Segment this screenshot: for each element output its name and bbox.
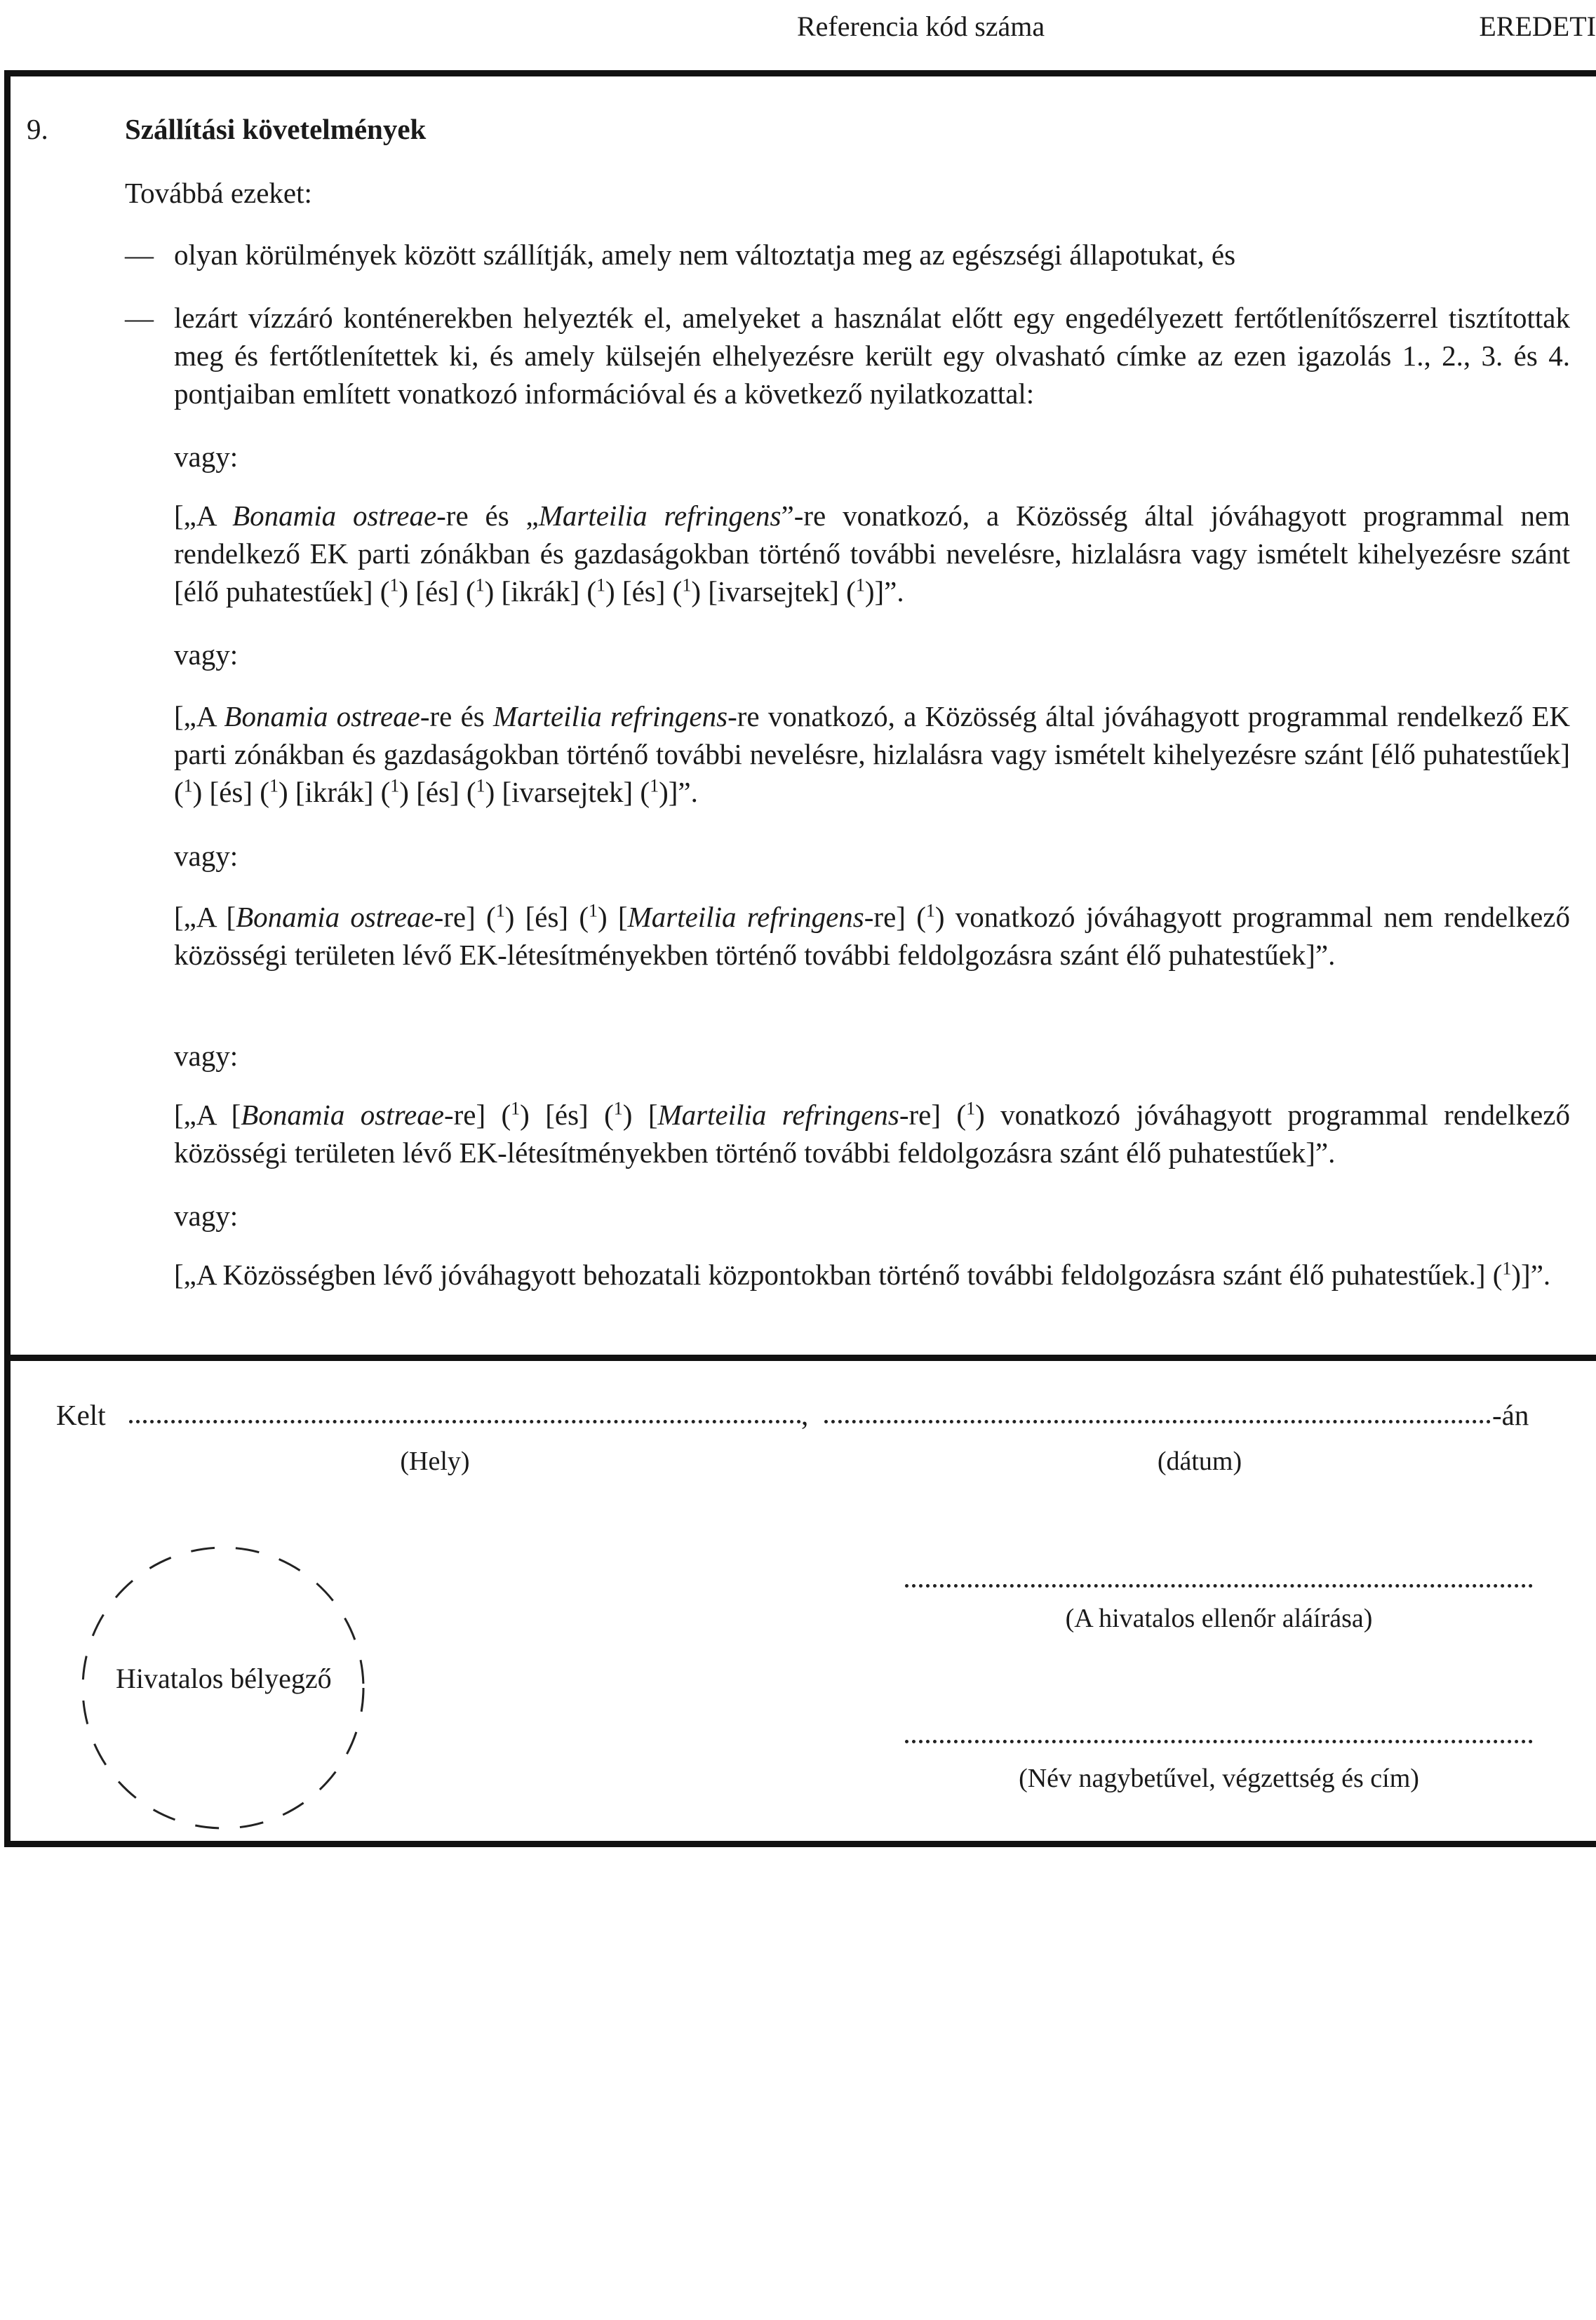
section-intro: Továbbá ezeket: [125,177,312,209]
dash-bullet: — [125,239,154,271]
section-number: 9. [27,113,48,145]
name-qualification-line[interactable] [905,1740,1533,1743]
dash-bullet: — [125,302,154,334]
section-title: Szállítási követelmények [125,113,427,145]
date-suffix: -án [1492,1399,1529,1431]
place-caption: (Hely) [400,1447,470,1476]
inspector-signature-line[interactable] [905,1584,1533,1588]
name-qualification-caption: (Név nagybetűvel, végzettség és cím) [1019,1764,1419,1793]
declaration-option-4: [„A [Bonamia ostreae-re] ($^1$) [és] ($^1$) [Marteilia refringens-re] ($^1$) vonatkozó jóváhagyott programmal rendelkező közösségi területen lévő EK-létesítményekben történő további feldolgozásra szánt élő puhatestűek]”. [174,1098,1570,1169]
place-dotted-line[interactable] [129,1420,801,1423]
declaration-option-5: [„A Közösségben lévő jóváhagyott behozatali központokban történő további feldolgozásra szánt élő puhatestűek.] ($^1$)]”. [174,1258,1551,1291]
date-place-label: Kelt [56,1399,106,1431]
inspector-signature-caption: (A hivatalos ellenőr aláírása) [1065,1604,1373,1633]
or-label: vagy: [174,840,239,872]
date-caption: (dátum) [1157,1447,1242,1476]
stamp-label: Hivatalos bélyegző [116,1663,332,1694]
or-label: vagy: [174,1040,239,1072]
declaration-option-1: [„A Bonamia ostreae-re és „Marteilia refringens”-re vonatkozó, a Közösség által jóváhagyott programmal nem rendelkező EK parti zónákban és gazdaságokban történő további nevelésre, hizlalásra vagy ismételt kihelyezésre szánt [élő puhatestűek] ($^1$) [és] ($^1$) [ikrák] ($^1$) [és] ($^1$) [ivarsejtek] ($^1$)]”. [174,499,1570,608]
or-label: vagy: [174,638,239,671]
comma-separator: , [801,1399,809,1431]
date-dotted-line[interactable] [824,1420,1491,1423]
original-label: EREDETI [1479,11,1596,42]
declaration-option-2: [„A Bonamia ostreae-re és Marteilia refringens-re vonatkozó, a Közösség által jóváhagyott programmal rendelkező EK parti zónákban és gazdaságokban történő további nevelésre, hizlalásra vagy ismételt kihelyezésre szánt [élő puhatestűek] ($^1$) [és] ($^1$) [ikrák] ($^1$) [és] ($^1$) [ivarsejtek] ($^1$)]”. [174,700,1570,808]
or-label: vagy: [174,441,239,473]
declaration-option-3: [„A [Bonamia ostreae-re] ($^1$) [és] ($^1$) [Marteilia refringens-re] ($^1$) vonatkozó jóváhagyott programmal nem rendelkező közösségi területen lévő EK-létesítményekben történő további feldolgozásra szánt élő puhatestűek]”. [174,900,1570,971]
bullet-transport-conditions: olyan körülmények között szállítják, amely nem változtatja meg az egészségi állapotukat, és [174,239,1236,271]
reference-code-label: Referencia kód száma [797,11,1045,42]
or-label: vagy: [174,1200,239,1232]
bullet-sealed-containers: lezárt vízzáró konténerekben helyezték el, amelyeket a használat előtt egy engedélyezett fertőtlenítőszerrel tisztítottak meg és fertőtlenítettek ki, és amely külsején elhelyezésre került egy olvasható címke az ezen igazolás 1., 2., 3. és 4. pontjaiban említett vonatkozó információval és a következő nyilatkozattal: [174,302,1570,410]
